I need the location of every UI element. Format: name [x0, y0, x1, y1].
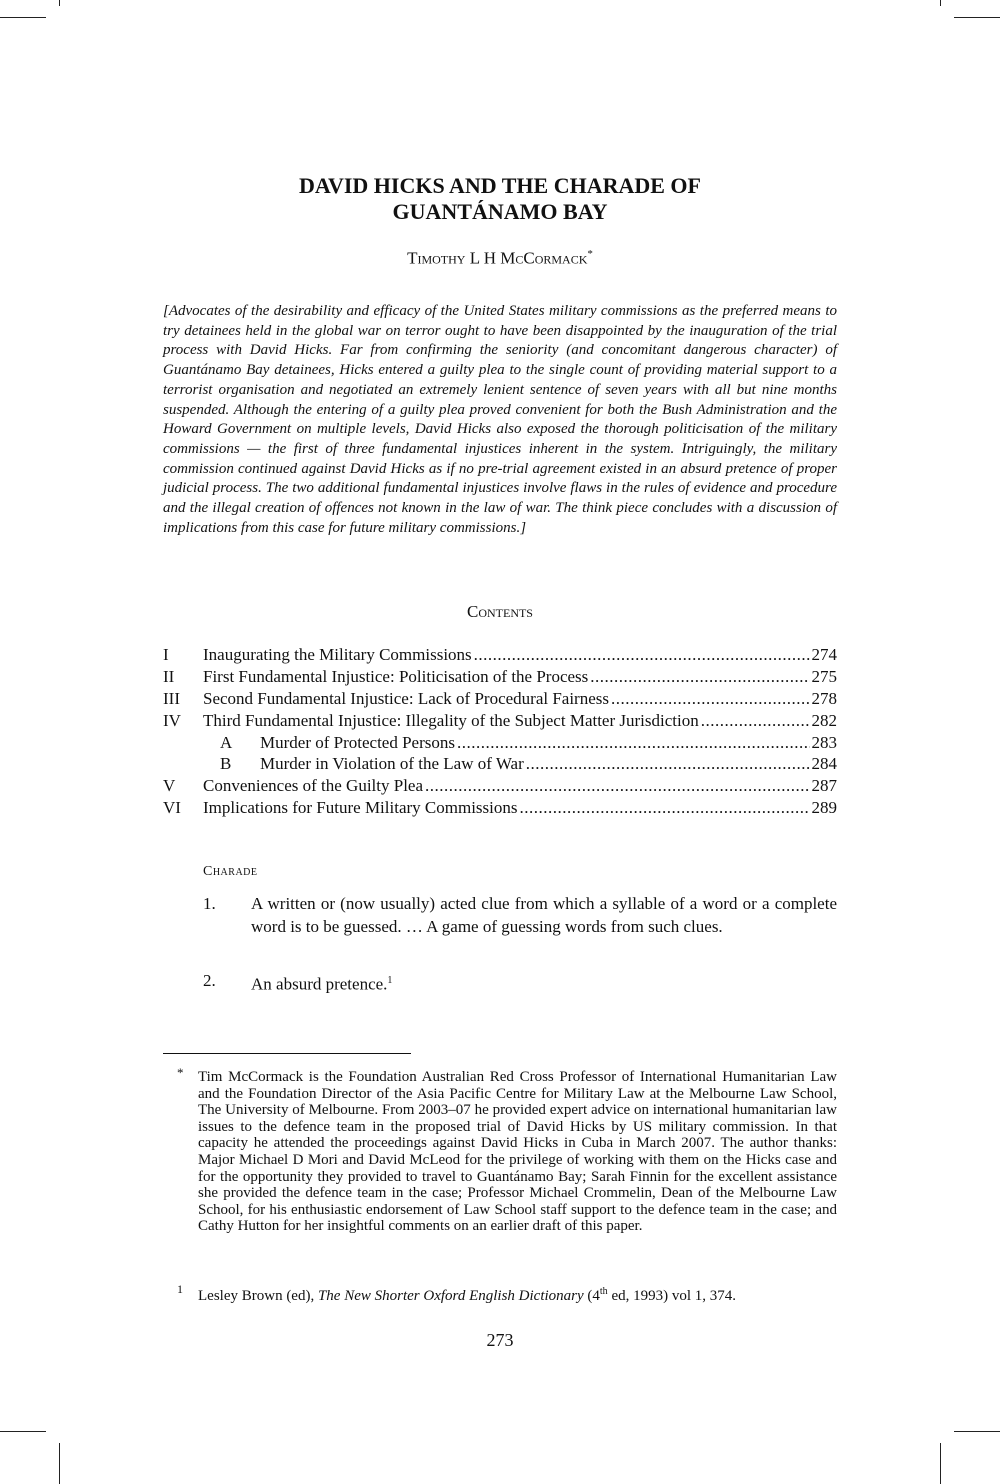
- page-number: 273: [486, 1330, 514, 1350]
- toc-page: 284: [811, 754, 837, 774]
- crop-mark: [940, 0, 941, 6]
- toc-title: Inaugurating the Military Commissions: [203, 645, 472, 664]
- toc-title: Implications for Future Military Commissions: [203, 798, 518, 818]
- footnote-reference: 1: [387, 975, 393, 986]
- table-of-contents: [163, 645, 837, 820]
- crop-mark: [954, 1431, 1000, 1432]
- crop-mark: [0, 1431, 46, 1432]
- footnote-mark: *: [177, 1065, 184, 1080]
- toc-row-sub: [163, 733, 837, 755]
- toc-letter: B: [220, 754, 232, 774]
- toc-leader-dots: [526, 754, 810, 774]
- footnote-text: Lesley Brown (ed), The New Shorter Oxford English Dictionary (4th ed, 1993) vol 1, 374.: [198, 1286, 737, 1304]
- toc-row-sub: [163, 754, 837, 776]
- toc-leader-dots: [474, 645, 810, 665]
- toc-number: I: [163, 645, 169, 664]
- toc-page: 289: [811, 798, 837, 818]
- definition-item: [203, 970, 837, 996]
- toc-row: [163, 711, 837, 733]
- title-line-1: DAVID HICKS AND THE CHARADE OF: [299, 173, 701, 198]
- toc-page: 287: [811, 776, 837, 796]
- definition-text: An absurd pretence.: [251, 974, 388, 994]
- toc-title: Conveniences of the Guilty Plea: [203, 776, 424, 796]
- author-footnote-mark: *: [587, 248, 593, 260]
- toc-row: [163, 667, 837, 689]
- footnote: [163, 1284, 837, 1305]
- footnote-text: Tim McCormack is the Foundation Australian Red Cross Professor of International Humanitarian Law and the Foundation Director of the Asia Pacific Centre for Military Law at the Melbourne Law School, The University of Melbourne. From 2003–07 he provided expert advice on international humanitarian law issues to the defence team in the proposed trial of David Hicks by US military commission. In that capacity he attended the proceedings against David Hicks in Cuba in March 2007. The author thanks: Major Michael D Mori and David McLeod for the privilege of working with them on the Hicks case and for the opportunity they provided to travel to Guantánamo Bay; Sarah Finnin for the excellent assistance she provided the defence team in the case; Professor Michael Crommelin, Dean of the Melbourne Law School, for his enthusiastic endorsement of Law School staff support to the defence team in the case; and Cathy Hutton for her insightful comments on an earlier draft of this paper.: [198, 1069, 837, 1235]
- title-line-2: GUANTÁNAMO BAY: [392, 199, 608, 224]
- toc-title: Murder in Violation of the Law of War: [260, 754, 524, 774]
- toc-row: [163, 798, 837, 820]
- toc-leader-dots: [611, 689, 810, 709]
- toc-page: 278: [811, 688, 837, 708]
- book-title: The New Shorter Oxford English Dictionary: [317, 1288, 584, 1304]
- toc-page: 282: [811, 710, 837, 730]
- toc-row: [163, 776, 837, 798]
- toc-leader-dots: [457, 733, 810, 753]
- crop-mark: [0, 17, 46, 18]
- definition-number: 2.: [203, 971, 216, 990]
- footnote: [163, 1065, 837, 1235]
- crop-mark: [954, 17, 1000, 18]
- toc-title: Murder of Protected Persons: [260, 732, 455, 752]
- toc-title: First Fundamental Injustice: Politicisation of the Process: [203, 666, 589, 686]
- toc-number: IV: [163, 710, 181, 730]
- author-name: Timothy L H McCormack: [407, 248, 588, 268]
- author: [0, 248, 1000, 269]
- crop-mark: [940, 1443, 941, 1484]
- toc-leader-dots: [519, 798, 809, 818]
- toc-page: 283: [811, 732, 837, 752]
- footnote-mark: 1: [177, 1282, 183, 1296]
- toc-number: V: [163, 776, 176, 796]
- charade-heading: Charade: [203, 864, 258, 879]
- article-title: [0, 173, 1000, 225]
- footnote-rule: [163, 1053, 411, 1054]
- crop-mark: [59, 0, 60, 6]
- definition-text-wrap: [251, 970, 837, 996]
- toc-title: Third Fundamental Injustice: Illegality of the Subject Matter Jurisdiction: [203, 710, 699, 730]
- toc-page: 275: [811, 666, 837, 686]
- toc-number: III: [163, 688, 180, 708]
- toc-number: VI: [163, 798, 181, 818]
- toc-row: [163, 645, 837, 667]
- definition-text: A written or (now usually) acted clue from which a syllable of a word or a complete word is to be guessed. … A game of guessing words from such clues.: [251, 894, 837, 936]
- definition-item: [203, 893, 837, 938]
- crop-mark: [59, 1443, 60, 1484]
- toc-row: [163, 689, 837, 711]
- definition-number: 1.: [203, 894, 216, 913]
- toc-leader-dots: [425, 776, 809, 796]
- toc-leader-dots: [701, 711, 810, 731]
- toc-letter: A: [220, 732, 233, 752]
- abstract: [Advocates of the desirability and efficacy of the United States military commissions as the preferred means to try detainees held in the global war on terror ought to have been disappointed by the inauguration of the trial process with David Hicks. Far from confirming the seniority (and concomitant dangerous character) of Guantánamo Bay detainees, Hicks entered a guilty plea to the single count of providing material support to a terrorist organisation and negotiated an extremely lenient sentence of seven years with all but nine months suspended. Although the entering of a guilty plea proved convenient for both the Bush Administration and the Howard Government on multiple levels, David Hicks also exposed the thorough politicisation of the military commissions — the first of three fundamental injustices inherent in the system. Intriguingly, the military commission continued against David Hicks as if no pre-trial agreement existed in an absurd pretence of proper judicial process. The two additional fundamental injustices involve flaws in the rules of evidence and procedure and the illegal creation of offences not known in the law of war. The think piece concludes with a discussion of implications from this case for future military commissions.]: [163, 303, 837, 536]
- toc-leader-dots: [590, 667, 809, 687]
- toc-page: 274: [811, 645, 837, 664]
- toc-title: Second Fundamental Injustice: Lack of Procedural Fairness: [203, 688, 609, 708]
- contents-heading: Contents: [466, 602, 533, 621]
- toc-number: II: [163, 666, 175, 686]
